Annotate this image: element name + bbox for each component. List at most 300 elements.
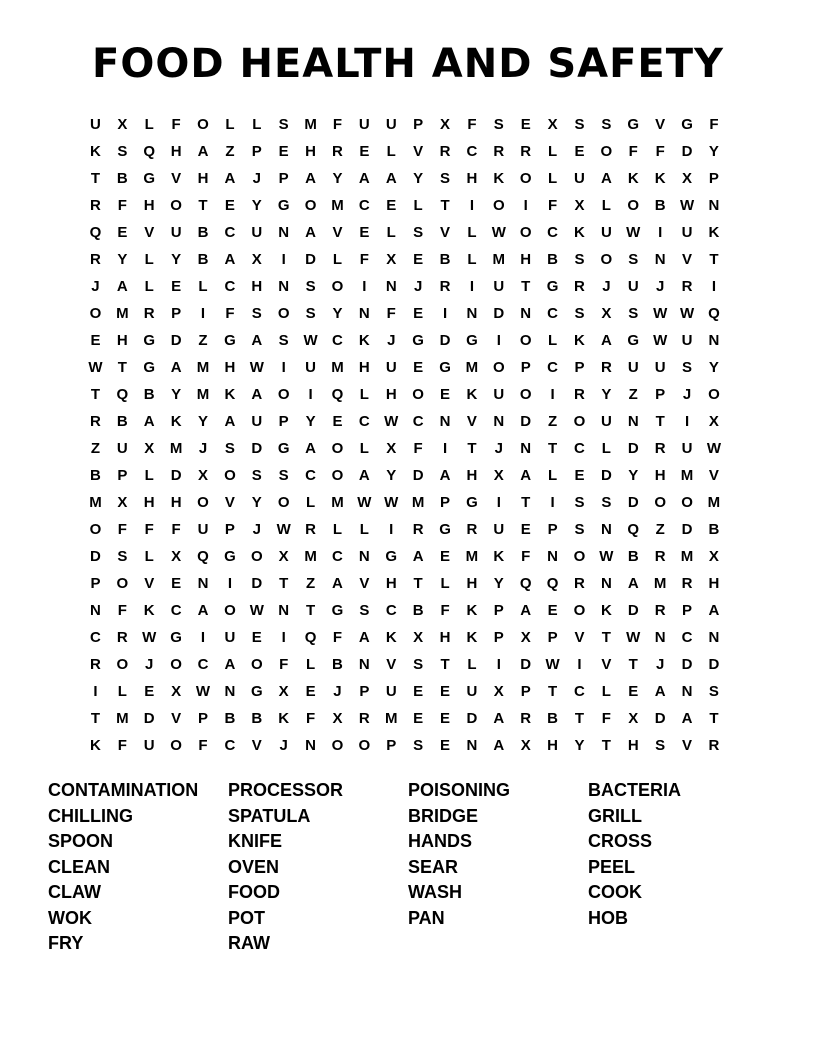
grid-letter: F	[117, 197, 127, 214]
grid-letter: G	[331, 602, 344, 619]
grid-letter: K	[493, 170, 505, 187]
grid-letter: A	[493, 710, 505, 727]
grid-letter: P	[117, 467, 128, 484]
grid-letter: A	[385, 170, 397, 187]
word-list-item: FOOD	[228, 882, 280, 902]
grid-letter: M	[492, 251, 506, 268]
grid-letter: T	[548, 683, 558, 700]
grid-letter: T	[601, 737, 611, 754]
grid-letter: S	[574, 251, 585, 268]
grid-letter: S	[278, 332, 289, 349]
grid-letter: J	[387, 332, 396, 349]
grid-letter: I	[308, 386, 313, 403]
grid-letter: R	[574, 278, 585, 295]
grid-letter: I	[711, 278, 717, 295]
grid-letter: S	[628, 251, 639, 268]
grid-letter: R	[600, 359, 612, 376]
grid-letter: Q	[546, 575, 559, 592]
grid-letter: A	[358, 629, 370, 646]
grid-letter: S	[117, 548, 128, 565]
grid-letter: E	[413, 359, 424, 376]
grid-letter: X	[171, 548, 182, 565]
grid-letter: I	[281, 251, 286, 268]
grid-letter: S	[493, 116, 504, 133]
grid-letter: U	[681, 332, 693, 349]
word-list-item: WOK	[48, 907, 92, 928]
grid-letter: N	[466, 737, 478, 754]
grid-letter: E	[440, 386, 451, 403]
grid-letter: E	[359, 143, 370, 160]
word-list-item: GRILL	[588, 805, 642, 826]
grid-letter: Y	[117, 251, 128, 268]
letter-grid	[82, 111, 727, 759]
grid-letter: K	[90, 143, 101, 160]
grid-letter: M	[707, 494, 721, 511]
grid-letter: I	[362, 278, 367, 295]
grid-letter: P	[520, 683, 531, 700]
grid-letter: A	[224, 656, 236, 673]
grid-letter: T	[305, 602, 316, 619]
grid-letter: D	[627, 602, 639, 619]
grid-letter: H	[385, 386, 397, 403]
grid-letter: R	[681, 278, 693, 295]
grid-letter: R	[90, 197, 101, 214]
word-list-item: PAN	[408, 907, 445, 928]
grid-letter: A	[305, 170, 316, 187]
grid-letter: R	[90, 656, 101, 673]
grid-letter: A	[600, 332, 612, 349]
grid-letter: Y	[386, 467, 397, 484]
grid-letter: H	[385, 575, 397, 592]
grid-letter: E	[413, 683, 424, 700]
grid-letter: O	[519, 224, 532, 241]
grid-letter: S	[305, 278, 316, 295]
grid-letter: P	[198, 710, 209, 727]
grid-letter: L	[601, 197, 611, 214]
grid-letter: R	[654, 548, 666, 565]
grid-letter: K	[466, 386, 478, 403]
grid-letter: K	[654, 170, 666, 187]
grid-letter: N	[708, 629, 720, 646]
grid-letter: L	[144, 548, 154, 565]
grid-letter: D	[412, 467, 424, 484]
grid-letter: O	[519, 170, 532, 187]
grid-letter: K	[466, 629, 478, 646]
grid-letter: U	[90, 116, 101, 133]
grid-letter: G	[143, 332, 156, 349]
grid-letter: L	[548, 332, 558, 349]
grid-letter: W	[599, 548, 614, 565]
grid-letter: M	[89, 494, 102, 511]
grid-letter: W	[491, 224, 506, 241]
grid-letter: G	[466, 332, 478, 349]
grid-letter: R	[332, 143, 343, 160]
grid-letter: S	[251, 305, 262, 322]
word-list-item: SPOON	[48, 831, 114, 851]
grid-letter: G	[250, 683, 263, 700]
grid-letter: B	[251, 710, 263, 727]
grid-letter: T	[198, 197, 208, 214]
grid-letter: X	[386, 440, 397, 457]
grid-letter: X	[520, 629, 531, 646]
grid-letter: N	[520, 440, 532, 457]
grid-letter: L	[440, 575, 450, 592]
grid-letter: D	[627, 494, 639, 511]
grid-letter: K	[574, 224, 585, 241]
grid-letter: R	[143, 305, 155, 322]
grid-letter: G	[143, 359, 156, 376]
grid-letter: L	[198, 278, 208, 295]
grid-letter: I	[550, 386, 555, 403]
grid-letter: O	[331, 737, 344, 754]
grid-letter: H	[466, 170, 478, 187]
grid-letter: A	[143, 413, 155, 430]
grid-letter: U	[574, 170, 585, 187]
grid-letter: K	[708, 224, 720, 241]
grid-letter: F	[386, 305, 396, 322]
grid-letter: Y	[171, 386, 182, 403]
grid-letter: Z	[90, 440, 101, 457]
grid-letter: P	[682, 602, 693, 619]
grid-letter: K	[466, 602, 478, 619]
grid-letter: C	[358, 413, 370, 430]
grid-letter: L	[305, 656, 316, 673]
grid-letter: W	[357, 494, 372, 511]
grid-letter: G	[224, 548, 236, 565]
grid-letter: L	[359, 521, 369, 538]
grid-letter: X	[547, 116, 558, 133]
grid-letter: L	[601, 440, 611, 457]
grid-letter: A	[170, 359, 182, 376]
grid-letter: U	[116, 440, 128, 457]
grid-letter: E	[171, 575, 182, 592]
grid-letter: U	[143, 737, 155, 754]
grid-letter: Q	[708, 305, 720, 322]
grid-letter: S	[359, 602, 370, 619]
grid-letter: L	[601, 683, 611, 700]
grid-letter: R	[90, 251, 101, 268]
grid-letter: D	[681, 143, 693, 160]
grid-letter: F	[225, 305, 235, 322]
grid-letter: E	[332, 413, 343, 430]
grid-letter: O	[681, 494, 693, 511]
grid-letter: D	[600, 467, 612, 484]
grid-letter: F	[117, 737, 127, 754]
grid-letter: E	[520, 521, 531, 538]
grid-letter: O	[224, 602, 236, 619]
grid-letter: N	[278, 278, 290, 295]
grid-letter: C	[90, 629, 101, 646]
grid-letter: W	[249, 602, 264, 619]
grid-letter: W	[88, 359, 103, 376]
grid-letter: F	[198, 737, 208, 754]
grid-letter: A	[251, 386, 263, 403]
grid-letter: X	[708, 413, 719, 430]
grid-letter: J	[602, 278, 611, 295]
word-list-item: OVEN	[228, 856, 280, 877]
grid-letter: X	[171, 683, 182, 700]
grid-letter: O	[492, 359, 505, 376]
grid-letter: P	[574, 359, 585, 376]
grid-letter: V	[708, 467, 719, 484]
grid-letter: E	[520, 116, 531, 133]
grid-letter: A	[520, 602, 532, 619]
grid-letter: G	[277, 440, 290, 457]
grid-letter: O	[654, 494, 666, 511]
grid-letter: W	[195, 683, 211, 700]
grid-letter: D	[251, 575, 263, 592]
grid-letter: C	[547, 305, 558, 322]
grid-letter: F	[440, 602, 450, 619]
grid-letter: V	[171, 710, 182, 727]
grid-letter: M	[304, 548, 317, 565]
grid-letter: N	[493, 413, 505, 430]
grid-letter: R	[493, 143, 505, 160]
grid-letter: H	[197, 170, 209, 187]
grid-letter: W	[706, 440, 722, 457]
word-list-item: RAW	[228, 933, 270, 953]
grid-letter: U	[197, 521, 209, 538]
grid-letter: I	[281, 629, 286, 646]
grid-letter: E	[413, 710, 424, 727]
grid-letter: B	[627, 548, 639, 565]
grid-letter: M	[411, 494, 425, 511]
grid-letter: T	[440, 197, 450, 214]
grid-letter: Q	[116, 386, 129, 403]
grid-letter: L	[117, 683, 127, 700]
grid-letter: V	[332, 224, 343, 241]
grid-letter: D	[251, 440, 263, 457]
grid-letter: O	[250, 548, 263, 565]
grid-letter: G	[439, 359, 451, 376]
grid-letter: D	[143, 710, 155, 727]
grid-letter: R	[520, 710, 532, 727]
grid-letter: X	[440, 116, 451, 133]
grid-letter: O	[197, 494, 209, 511]
word-list-item: SPATULA	[228, 805, 311, 826]
grid-letter: F	[332, 116, 343, 133]
grid-letter: I	[523, 197, 528, 214]
grid-letter: O	[89, 521, 102, 538]
grid-letter: U	[385, 359, 397, 376]
grid-letter: I	[93, 683, 98, 700]
grid-letter: D	[466, 710, 478, 727]
grid-letter: D	[493, 305, 505, 322]
grid-letter: S	[601, 116, 612, 133]
grid-letter: N	[600, 521, 612, 538]
grid-letter: L	[467, 656, 477, 673]
grid-letter: L	[144, 251, 154, 268]
grid-letter: H	[439, 629, 451, 646]
word-list	[48, 778, 768, 957]
grid-letter: R	[90, 413, 101, 430]
grid-letter: O	[600, 251, 613, 268]
grid-letter: Y	[251, 197, 262, 214]
grid-letter: X	[708, 548, 719, 565]
grid-letter: M	[331, 197, 344, 214]
grid-letter: A	[358, 467, 370, 484]
grid-letter: W	[626, 224, 641, 241]
grid-letter: L	[548, 143, 558, 160]
grid-letter: G	[224, 332, 236, 349]
grid-letter: P	[493, 629, 504, 646]
grid-letter: W	[545, 656, 560, 673]
grid-letter: A	[224, 413, 236, 430]
grid-letter: R	[574, 386, 585, 403]
grid-letter: W	[384, 494, 399, 511]
grid-letter: T	[279, 575, 289, 592]
grid-letter: Z	[198, 332, 208, 349]
grid-letter: S	[655, 737, 666, 754]
grid-letter: C	[547, 359, 558, 376]
grid-letter: M	[465, 548, 479, 565]
grid-letter: A	[197, 602, 209, 619]
grid-letter: P	[440, 494, 451, 511]
grid-letter: X	[628, 710, 639, 727]
grid-letter: W	[653, 332, 668, 349]
grid-letter: M	[304, 116, 317, 133]
word-list-item: HOB	[588, 907, 628, 928]
grid-letter: Y	[601, 386, 612, 403]
grid-letter: N	[358, 305, 370, 322]
grid-letter: B	[116, 170, 128, 187]
grid-letter: N	[439, 413, 451, 430]
word-list-item: WASH	[408, 882, 462, 902]
grid-letter: S	[413, 224, 424, 241]
grid-letter: C	[332, 548, 343, 565]
grid-letter: L	[252, 116, 262, 133]
grid-letter: R	[574, 575, 585, 592]
grid-letter: N	[681, 683, 693, 700]
grid-letter: R	[520, 143, 532, 160]
grid-letter: N	[654, 629, 666, 646]
grid-letter: A	[681, 710, 693, 727]
grid-letter: F	[655, 143, 665, 160]
grid-letter: W	[679, 197, 695, 214]
grid-letter: A	[224, 170, 236, 187]
grid-letter: C	[224, 224, 236, 241]
grid-letter: U	[681, 440, 693, 457]
grid-letter: I	[577, 656, 582, 673]
grid-letter: K	[600, 602, 612, 619]
grid-letter: O	[224, 467, 236, 484]
grid-letter: V	[682, 251, 693, 268]
grid-letter: J	[655, 656, 665, 673]
grid-letter: X	[520, 737, 531, 754]
grid-letter: L	[144, 278, 154, 295]
grid-letter: G	[627, 116, 640, 133]
grid-letter: G	[681, 116, 693, 133]
grid-letter: A	[600, 170, 612, 187]
grid-letter: U	[493, 278, 505, 295]
grid-letter: A	[358, 170, 370, 187]
grid-letter: L	[386, 143, 396, 160]
grid-letter: Y	[251, 494, 262, 511]
grid-letter: O	[170, 656, 182, 673]
grid-letter: F	[171, 116, 181, 133]
grid-letter: N	[654, 251, 666, 268]
grid-letter: P	[251, 143, 262, 160]
grid-letter: F	[279, 656, 289, 673]
grid-letter: X	[601, 305, 612, 322]
grid-letter: U	[627, 278, 639, 295]
grid-letter: W	[142, 629, 157, 646]
grid-letter: P	[547, 521, 558, 538]
word-list-item: POT	[228, 907, 266, 928]
grid-letter: F	[305, 710, 316, 727]
word-list-item: PEEL	[588, 856, 636, 877]
grid-letter: N	[224, 683, 236, 700]
grid-letter: C	[170, 602, 182, 619]
grid-letter: I	[684, 413, 690, 430]
word-list-item: HANDS	[408, 831, 473, 851]
grid-letter: H	[520, 251, 532, 268]
grid-letter: O	[304, 197, 317, 214]
grid-letter: Q	[331, 386, 344, 403]
grid-letter: H	[547, 737, 558, 754]
grid-letter: M	[384, 710, 398, 727]
grid-letter: W	[679, 305, 695, 322]
grid-letter: Y	[332, 305, 343, 322]
grid-letter: E	[117, 224, 128, 241]
grid-letter: R	[116, 629, 128, 646]
word-list-item: BACTERIA	[588, 780, 681, 800]
grid-letter: O	[358, 737, 371, 754]
grid-letter: W	[249, 359, 264, 376]
grid-letter: B	[547, 251, 558, 268]
grid-letter: E	[251, 629, 262, 646]
grid-letter: I	[496, 656, 501, 673]
grid-letter: T	[628, 656, 638, 673]
grid-letter: M	[465, 359, 479, 376]
grid-letter: O	[573, 602, 586, 619]
grid-letter: V	[574, 629, 585, 646]
grid-letter: R	[305, 521, 316, 538]
grid-letter: P	[493, 602, 504, 619]
grid-letter: H	[466, 575, 478, 592]
grid-letter: A	[251, 332, 263, 349]
grid-letter: D	[170, 467, 182, 484]
grid-letter: E	[574, 467, 585, 484]
grid-letter: P	[520, 359, 531, 376]
grid-letter: K	[143, 602, 155, 619]
grid-letter: T	[521, 278, 531, 295]
grid-letter: B	[143, 386, 155, 403]
grid-letter: N	[197, 575, 209, 592]
grid-letter: D	[708, 656, 720, 673]
grid-letter: G	[439, 521, 451, 538]
grid-letter: V	[144, 224, 155, 241]
grid-letter: I	[550, 494, 555, 511]
grid-letter: J	[655, 278, 665, 295]
grid-letter: A	[224, 251, 236, 268]
grid-letter: V	[224, 494, 235, 511]
grid-letter: Y	[628, 467, 639, 484]
grid-letter: R	[654, 602, 666, 619]
grid-letter: K	[170, 413, 182, 430]
grid-letter: B	[547, 710, 558, 727]
grid-letter: H	[224, 359, 236, 376]
grid-letter: D	[170, 332, 182, 349]
grid-letter: W	[626, 629, 641, 646]
grid-letter: F	[601, 710, 611, 727]
grid-letter: D	[681, 521, 693, 538]
grid-letter: S	[628, 305, 639, 322]
grid-letter: I	[389, 521, 394, 538]
grid-letter: D	[439, 332, 451, 349]
grid-letter: X	[198, 467, 209, 484]
grid-letter: E	[144, 683, 155, 700]
